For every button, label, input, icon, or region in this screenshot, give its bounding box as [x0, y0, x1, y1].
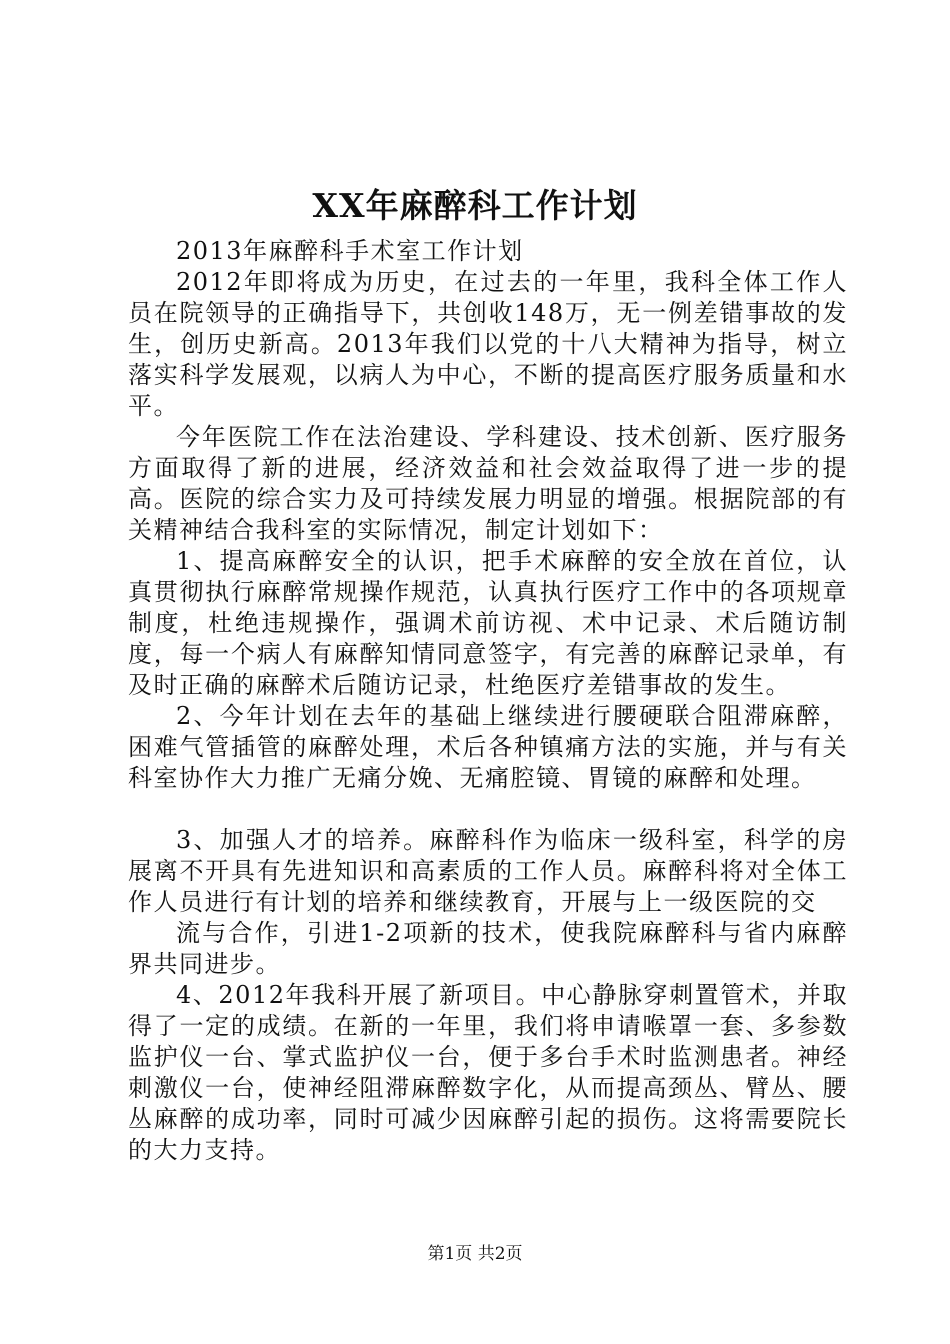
plan-item-2: 2、今年计划在去年的基础上继续进行腰硬联合阻滞麻醉，困难气管插管的麻醉处理，术后各种镇痛方法的实施，并与有关科室协作大力推广无痛分娩、无痛腔镜、胃镜的麻醉和处理。: [128, 702, 848, 792]
document-body: [128, 236, 848, 1166]
context-paragraph: 今年医院工作在法治建设、学科建设、技术创新、医疗服务方面取得了新的进展，经济效益和社会效益取得了进一步的提高。医院的综合实力及可持续发展力明显的增强。根据院部的有关精神结合我科室的实际情况，制定计划如下：: [128, 423, 848, 544]
page-number: 第1页 共2页: [427, 1244, 523, 1264]
subtitle-paragraph: 2013年麻醉科手术室工作计划: [176, 237, 524, 265]
plan-item-3-continued: 流与合作，引进1-2项新的技术，使我院麻醉科与省内麻醉界共同进步。: [128, 919, 848, 978]
plan-item-3: 3、加强人才的培养。麻醉科作为临床一级科室，科学的房展离不开具有先进知识和高素质的工作人员。麻醉科将对全体工作人员进行有计划的培养和继续教育，开展与上一级医院的交: [128, 826, 848, 916]
intro-paragraph: 2012年即将成为历史，在过去的一年里，我科全体工作人员在院领导的正确指导下，共创收148万，无一例差错事故的发生，创历史新高。2013年我们以党的十八大精神为指导，树立落实科学发展观，以病人为中心，不断的提高医疗服务质量和水平。: [128, 268, 848, 420]
plan-item-1: 1、提高麻醉安全的认识，把手术麻醉的安全放在首位，认真贯彻执行麻醉常规操作规范，认真执行医疗工作中的各项规章制度，杜绝违规操作，强调术前访视、术中记录、术后随访制度，每一个病人有麻醉知情同意签字，有完善的麻醉记录单，有及时正确的麻醉术后随访记录，杜绝医疗差错事故的发生。: [128, 547, 848, 699]
plan-item-4: 4、2012年我科开展了新项目。中心静脉穿刺置管术，并取得了一定的成绩。在新的一年里，我们将申请喉罩一套、多参数监护仪一台、掌式监护仪一台，便于多台手术时监测患者。神经刺激仪一台，使神经阻滞麻醉数字化，从而提高颈丛、臂丛、腰丛麻醉的成功率，同时可减少因麻醉引起的损伤。这将需要院长的大力支持。: [128, 981, 848, 1164]
document-title: XX年麻醉科工作计划: [312, 186, 638, 225]
paragraph-gap: [128, 794, 848, 825]
